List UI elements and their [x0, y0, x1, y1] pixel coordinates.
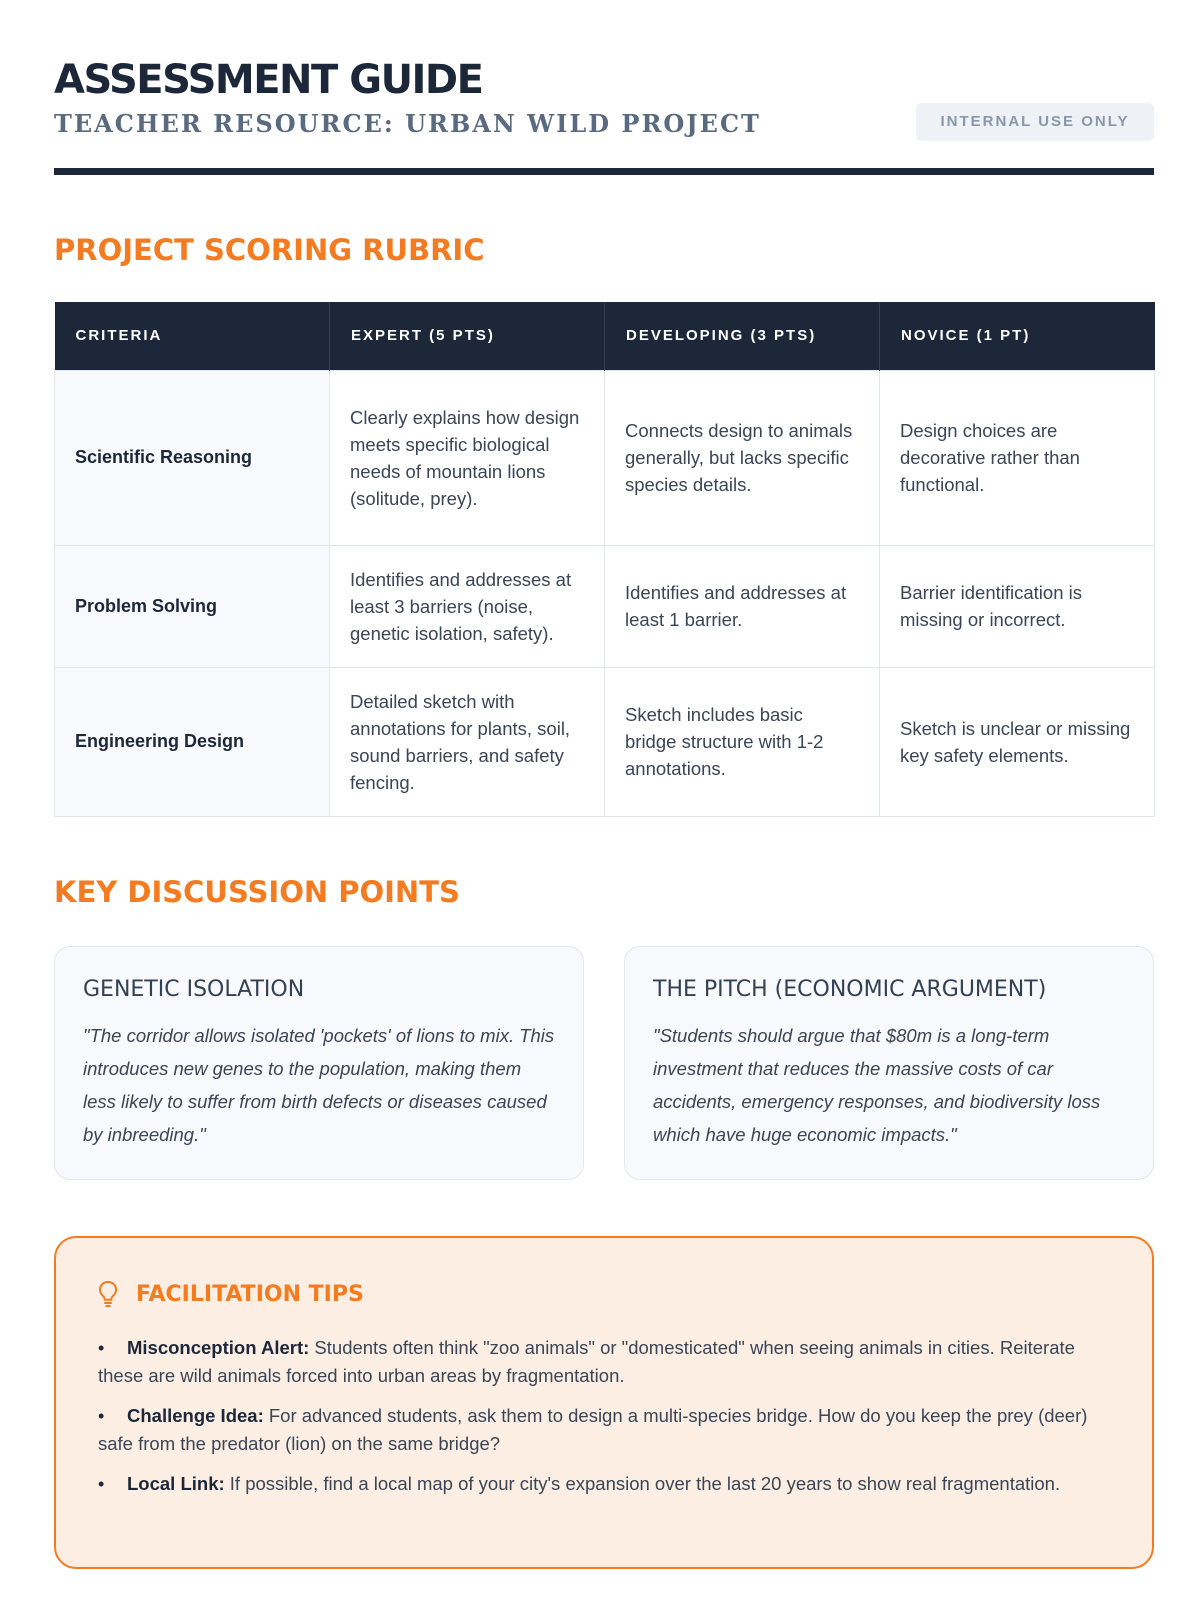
column-header-expert: EXPERT (5 PTS)	[330, 302, 605, 370]
criteria-cell: Scientific Reasoning	[55, 370, 330, 545]
developing-cell: Sketch includes basic bridge structure with 1-2 annotations.	[605, 667, 880, 816]
tips-header	[98, 1276, 1110, 1312]
discussion-card-genetic-isolation	[54, 946, 584, 1180]
table-header-row	[55, 302, 1155, 370]
list-item	[98, 1334, 1110, 1389]
expert-cell: Clearly explains how design meets specific biological needs of mountain lions (solitude, prey).	[330, 370, 605, 545]
discussion-section-title: KEY DISCUSSION POINTS	[54, 875, 460, 909]
table-row	[55, 370, 1155, 545]
novice-cell: Sketch is unclear or missing key safety elements.	[880, 667, 1155, 816]
card-title: GENETIC ISOLATION	[83, 977, 305, 1002]
page-header	[54, 56, 1154, 176]
developing-cell: Connects design to animals generally, but lacks specific species details.	[605, 370, 880, 545]
bullet: •	[98, 1338, 105, 1358]
list-item	[98, 1470, 1110, 1498]
tip-label: Misconception Alert:	[127, 1337, 310, 1358]
table-row	[55, 667, 1155, 816]
column-header-novice: NOVICE (1 PT)	[880, 302, 1155, 370]
internal-use-badge: INTERNAL USE ONLY	[916, 103, 1154, 141]
scoring-rubric-table	[54, 302, 1155, 817]
lightbulb-icon	[98, 1280, 118, 1308]
tip-label: Challenge Idea:	[127, 1405, 264, 1426]
tip-label: Local Link:	[127, 1473, 225, 1494]
tip-text: If possible, find a local map of your city's expansion over the last 20 years to show real fragmentation.	[224, 1473, 1061, 1494]
page-title: ASSESSMENT GUIDE	[54, 57, 483, 103]
expert-cell: Detailed sketch with annotations for plants, soil, sound barriers, and safety fencing.	[330, 667, 605, 816]
column-header-criteria: CRITERIA	[55, 302, 330, 370]
page-subtitle: TEACHER RESOURCE: URBAN WILD PROJECT	[54, 109, 761, 138]
card-quote: "Students should argue that $80m is a long-term investment that reduces the massive costs of car accidents, emergency responses, and biodiversity loss which have huge economic impacts."	[653, 1025, 1101, 1145]
list-item	[98, 1402, 1110, 1457]
table-row	[55, 545, 1155, 667]
bullet: •	[98, 1474, 105, 1494]
discussion-card-economic-argument	[624, 946, 1154, 1180]
tip-text: Students often think "zoo animals" or "domesticated" when seeing animals in cities. Reiterate these are wild animals forced into urban areas by fragmentation.	[98, 1337, 1075, 1386]
rubric-section-title: PROJECT SCORING RUBRIC	[54, 233, 485, 267]
criteria-cell: Engineering Design	[55, 667, 330, 816]
bullet: •	[98, 1406, 105, 1426]
tips-title: FACILITATION TIPS	[136, 1281, 364, 1307]
expert-cell: Identifies and addresses at least 3 barriers (noise, genetic isolation, safety).	[330, 545, 605, 667]
card-quote: "The corridor allows isolated 'pockets' of lions to mix. This introduces new genes to the population, making them less likely to suffer from birth defects or diseases caused by inbreeding."	[83, 1025, 555, 1145]
column-header-developing: DEVELOPING (3 PTS)	[605, 302, 880, 370]
header-divider	[54, 168, 1154, 175]
tips-list	[98, 1334, 1110, 1498]
card-title: THE PITCH (ECONOMIC ARGUMENT)	[653, 977, 1047, 1002]
novice-cell: Barrier identification is missing or incorrect.	[880, 545, 1155, 667]
developing-cell: Identifies and addresses at least 1 barrier.	[605, 545, 880, 667]
tip-text: For advanced students, ask them to design a multi-species bridge. How do you keep the prey (deer) safe from the predator (lion) on the same bridge?	[98, 1405, 1088, 1454]
novice-cell: Design choices are decorative rather than functional.	[880, 370, 1155, 545]
criteria-cell: Problem Solving	[55, 545, 330, 667]
facilitation-tips-box	[54, 1236, 1154, 1569]
